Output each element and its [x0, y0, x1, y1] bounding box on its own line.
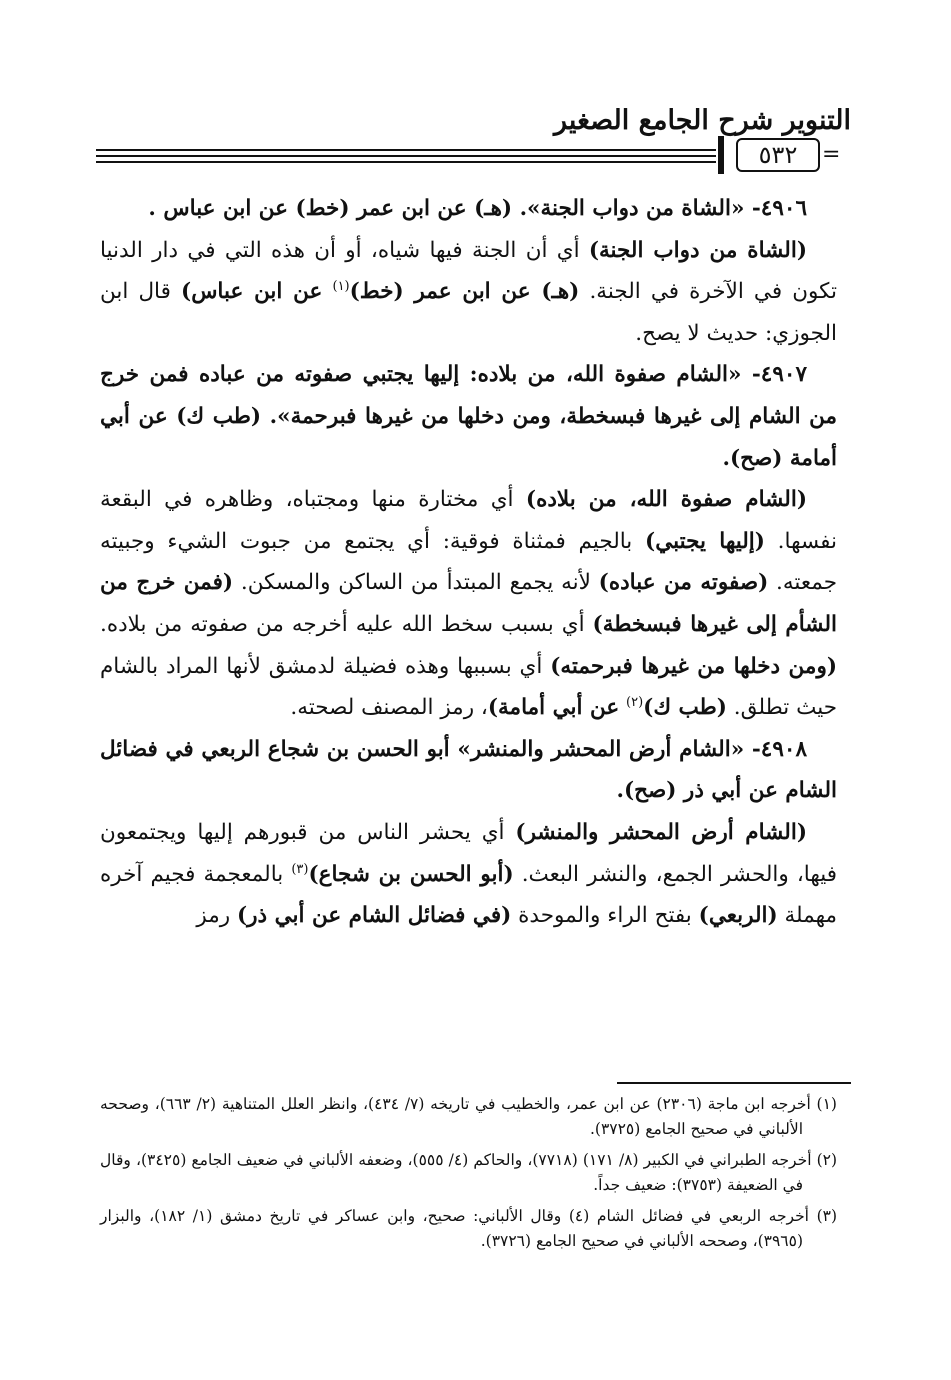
header-rule	[96, 161, 716, 163]
footnote-separator	[617, 1082, 851, 1084]
header-rule	[96, 149, 716, 151]
commentary-text: بالمعجمة فجيم آخره مهملة	[100, 861, 837, 929]
body-text	[100, 188, 837, 937]
hadith-text: ٤٩٠٦- «الشاة من دواب الجنة». (هـ) عن ابن عمر (خط) عن ابن عباس .	[148, 196, 807, 221]
page-number-mark: =	[822, 142, 841, 167]
footnote-marker: (٢)	[626, 694, 644, 710]
hadith-4906	[100, 188, 837, 230]
hadith-text: ٤٩٠٨- «الشام أرض المحشر والمنشر» أبو الحسن بن شجاع الربعي في فضائل الشام عن أبي ذر (صح).	[100, 736, 837, 804]
commentary-text: ، رمز المصنف لصحته.	[290, 695, 488, 721]
commentary-text: بالجيم فمثناة فوقية: أي يجتمع من جبوت الشيء وجبيته جمعته.	[100, 528, 838, 596]
space	[322, 279, 332, 304]
footnote-marker: (١)	[332, 279, 350, 295]
footnote-marker: (٣)	[291, 861, 309, 877]
footnote-1: (١) أخرجه ابن ماجة (٢٣٠٦) عن ابن عمر، والخطيب في تاريخه (٧/ ٤٣٤)، وانظر العلل المتناهية (٢/ ٦٦٣)، وصححه الألباني في صحيح الجامع (٣٧٢٥).	[100, 1095, 837, 1138]
quote: (إليها يجتبي)	[645, 528, 765, 554]
header-rule	[96, 155, 716, 157]
hadith-4907	[100, 354, 837, 479]
commentary-4906	[100, 230, 837, 355]
commentary-text: رمز	[196, 903, 237, 929]
commentary-text: قال ابن الجوزي: حديث لا يصح.	[100, 279, 837, 346]
source-ref: عن أبي أمامة)	[487, 695, 620, 721]
quote: (فمن خرج من الشأم إلى غيرها فبسخطة)	[100, 570, 837, 637]
source-ref: عن ابن عباس)	[181, 279, 323, 305]
source-ref: (هـ) عن ابن عمر (خط)	[349, 279, 580, 305]
quote: (صفوته من عباده)	[598, 570, 769, 596]
commentary-text: أي بسببها وهذه فضيلة لدمشق لأنها المراد بالشام حيث تطلق.	[100, 653, 837, 721]
quote: (الشاة من دواب الجنة)	[588, 237, 807, 263]
commentary-text: بفتح الراء والموحدة	[511, 903, 699, 929]
quote: (ومن دخلها من غيرها فبرحمته)	[550, 653, 837, 679]
commentary-4907	[100, 479, 837, 729]
footnotes	[100, 1092, 837, 1260]
commentary-text: لأنه يجمع المبتدأ من الساكن والمسكن.	[233, 570, 599, 596]
source-ref: (في فضائل الشام عن أبي ذر)	[237, 903, 512, 929]
hadith-text: ٤٩٠٧- «الشام صفوة الله، من بلاده: إليها يجتبي صفوته من عباده فمن خرج من الشام إلى غيرها فبسخطة، ومن دخلها من غيرها فبرحمة». (طب ك) عن أبي أمامة (صح).	[100, 362, 837, 471]
page-number: ٥٣٢	[736, 138, 820, 172]
commentary-text: أي بسبب سخط الله عليه أخرجه من صفوته من بلاده.	[100, 611, 593, 637]
source-ref: (طب ك)	[643, 695, 727, 721]
commentary-text: أي مختارة منها ومجتباه، وظاهره في البقعة نفسها.	[100, 487, 838, 554]
page-number-ornament	[718, 136, 724, 174]
commentary-text: أي أن الجنة فيها شياه، أو أن هذه التي في دار الدنيا تكون في الآخرة في الجنة.	[100, 237, 837, 305]
quote: (الشام صفوة الله، من بلاده)	[525, 487, 807, 513]
source-ref: (أبو الحسن بن شجاع)	[308, 861, 514, 887]
space	[619, 695, 626, 720]
footnote-2: (٢) أخرجه الطبراني في الكبير (٨/ ١٧١) (٧٧١٨)، والحاكم (٤/ ٥٥٥)، وضعفه الألباني في ضعيف الجامع (٣٤٢٥)، وقال في الضعيفة (٣٧٥٣): ضعيف جداً.	[100, 1151, 838, 1194]
quote: (الربعي)	[698, 903, 778, 929]
commentary-4908	[100, 812, 837, 937]
quote: (الشام أرض المحشر والمنشر)	[515, 819, 807, 845]
hadith-4908	[100, 729, 837, 812]
commentary-text: أي يحشر الناس من قبورهم إليها ويجتمعون فيها، والحشر الجمع، والنشر البعث.	[100, 819, 837, 887]
running-header-title: التنوير شرح الجامع الصغير	[554, 105, 851, 136]
footnote-3: (٣) أخرجه الربعي في فضائل الشام (٤) وقال الألباني: صحيح، وابن عساكر في تاريخ دمشق (١/ ١٨٢)، والبزار (٣٩٦٥)، وصححه الألباني في صحيح الجامع (٣٧٢٦).	[100, 1207, 838, 1250]
